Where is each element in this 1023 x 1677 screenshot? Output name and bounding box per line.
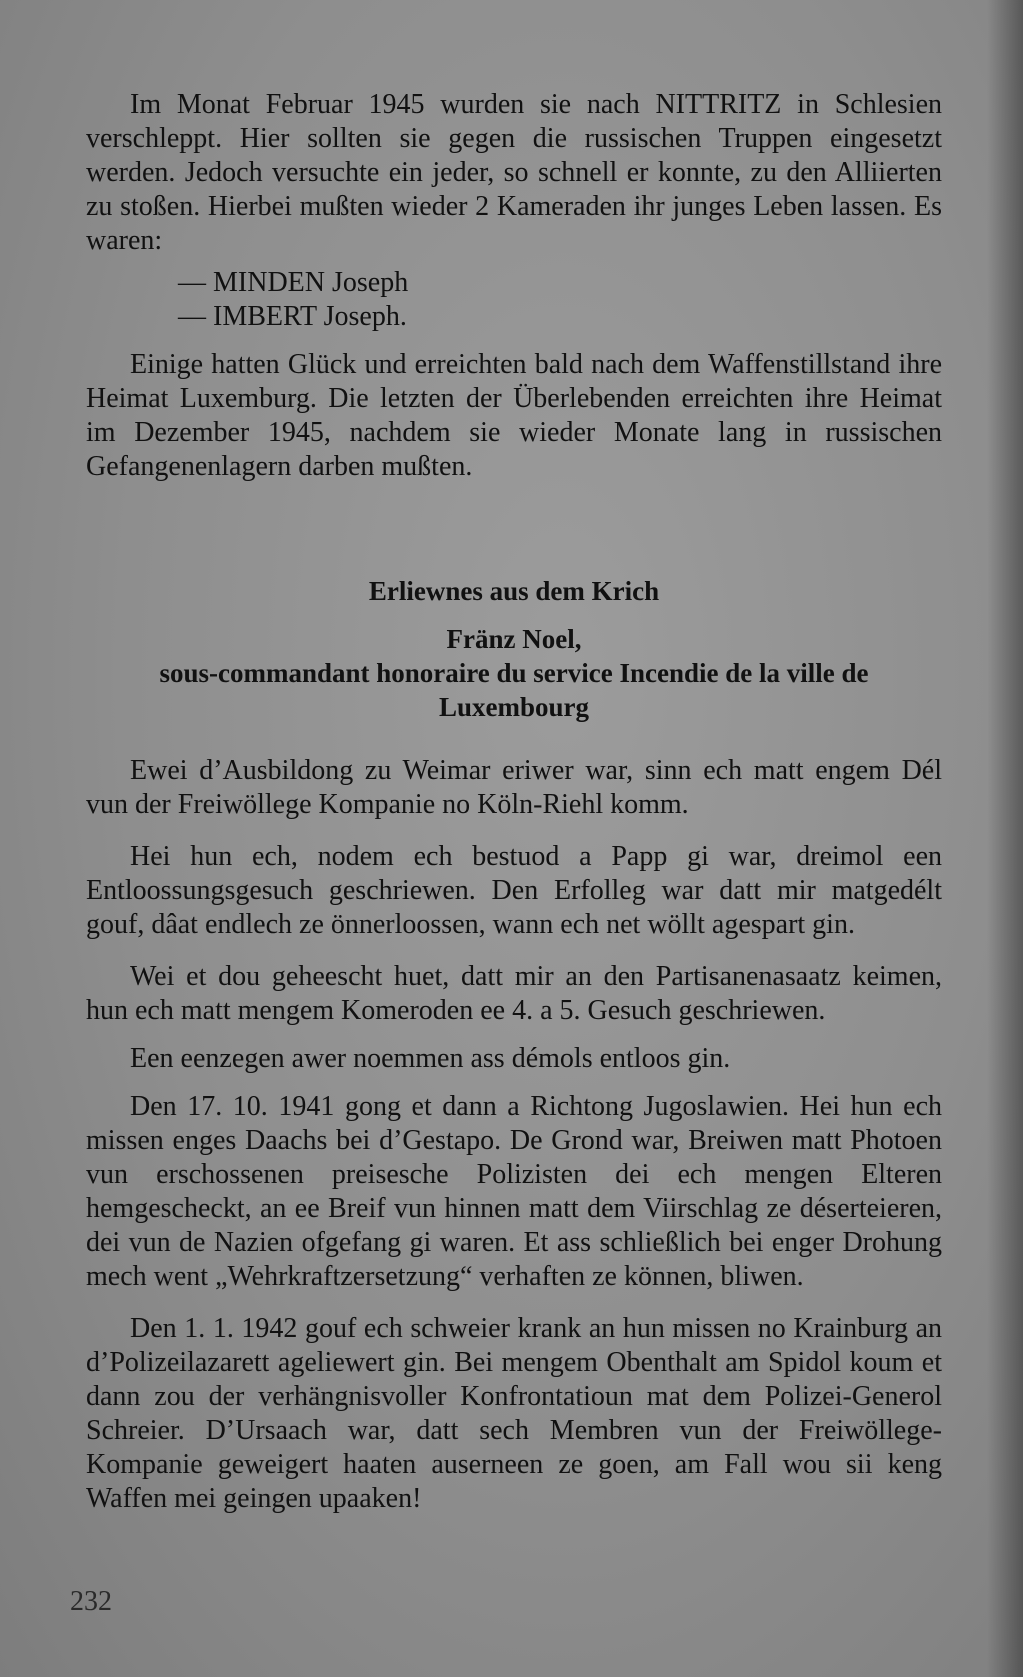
- article-paragraph: Wei et dou geheescht huet, datt mir an den Partisanenasaatz keimen, hun ech matt mengem Komeroden ee 4. a 5. Gesuch geschriewen.: [86, 961, 942, 1026]
- article-paragraph: Ewei d’Ausbildong zu Weimar eriwer war, sinn ech matt engem Dél vun der Freiwöllege Kompanie no Köln-Riehl komm.: [86, 755, 942, 820]
- author-role: [86, 656, 942, 724]
- author-role-line-1: sous-commandant honoraire du service Incendie de la ville de: [159, 658, 869, 688]
- article-title: Erliewnes aus dem Krich: [368, 576, 660, 606]
- intro-paragraph-1: Im Monat Februar 1945 wurden sie nach NITTRITZ in Schlesien verschleppt. Hier sollten sie gegen die russischen Truppen eingesetzt werden. Jedoch versuchte ein jeder, so schnell er konnte, zu den Alliierten zu stoßen. Hierbei mußten wieder 2 Kameraden ihr junges Leben lassen. Es waren:: [86, 89, 942, 256]
- casualty-list: [86, 266, 942, 334]
- section-spacer: [86, 724, 942, 754]
- author-role-line-2: Luxembourg: [438, 692, 590, 722]
- casualty-name: — MINDEN Joseph: [178, 267, 409, 298]
- author-name: Fränz Noel,: [446, 624, 582, 654]
- page-number: 232: [70, 1586, 112, 1617]
- intro-paragraph-2: Einige hatten Glück und erreichten bald nach dem Waffenstillstand ihre Heimat Luxemburg. Die letzten der Überlebenden erreichten ihre Heimat im Dezember 1945, nachdem sie wieder Monate lang in russischen Gefangenenlagern darben mußten.: [86, 349, 942, 482]
- article-paragraph: Hei hun ech, nodem ech bestuod a Papp gi war, dreimol een Entloossungsgesuch geschriewen. Den Erfolleg war datt mir matgedélt gouf, dâat endlech ze önnerloossen, wann ech net wöllt agespart gin.: [86, 841, 942, 940]
- page-content: [86, 88, 942, 1516]
- article-paragraph: Een eenzegen awer noemmen ass démols entloos gin.: [130, 1043, 731, 1074]
- article-paragraph: Den 17. 10. 1941 gong et dann a Richtong Jugoslawien. Hei hun ech missen enges Daachs bei d’Gestapo. De Grond war, Breiwen matt Photoen vun erschossenen preisesche Polizisten dei ech mengen Elteren hemgescheckt, an ee Breif vun hinnen matt dem Viirschlag ze déserteieren, dei vun de Nazien ofgefang gi waren. Et ass schließlich bei enger Drohung mech went „Wehrkraftzersetzung“ verhaften ze können, bliwen.: [86, 1091, 942, 1292]
- article-paragraph: Den 1. 1. 1942 gouf ech schweier krank an hun missen no Krainburg an d’Polizeilazarett ageliewert gin. Bei mengem Obenthalt am Spidol koum et dann zou der verhängnisvoller Konfrontatioun mat dem Polizei-Generol Schreier. D’Ursaach war, datt sech Membren vun der Freiwöllege-Kompanie geweigert haaten auserneen ze goen, am Fall wou sii keng Waffen mei geingen upaaken!: [86, 1313, 942, 1514]
- casualty-name: — IMBERT Joseph.: [178, 301, 407, 332]
